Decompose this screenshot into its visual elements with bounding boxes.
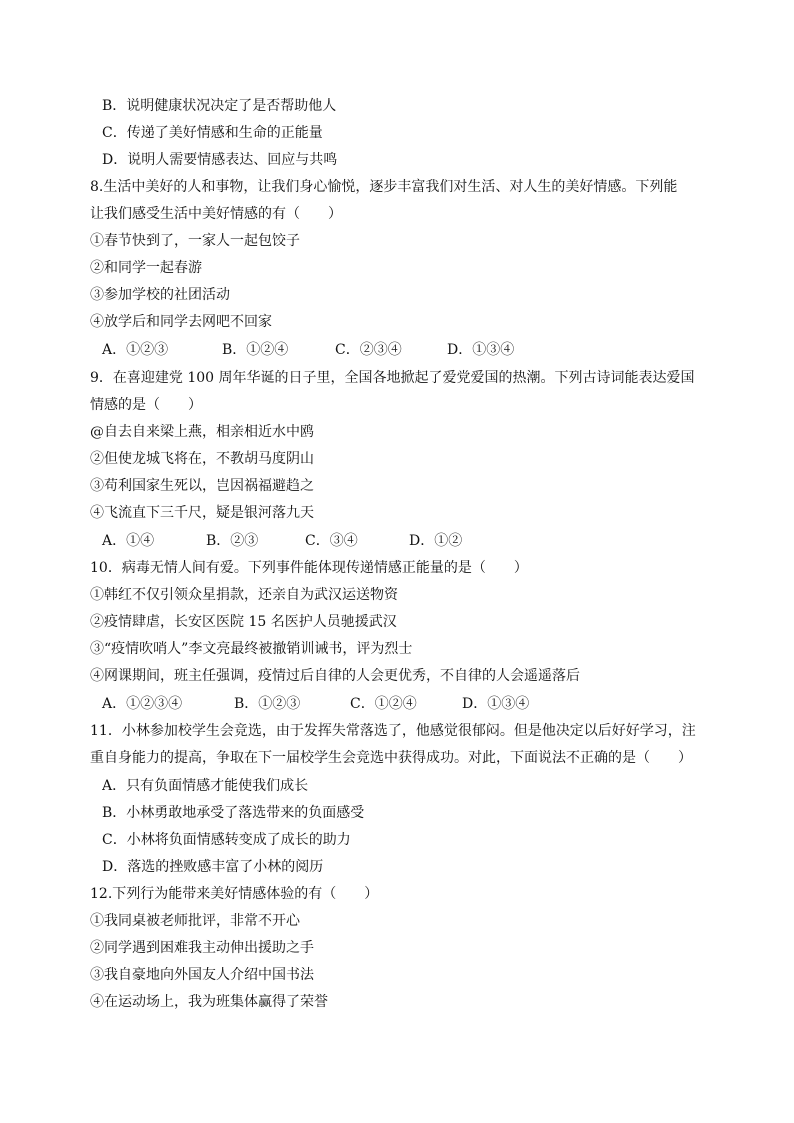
q9-choices xyxy=(102,531,702,551)
q12-item-2: ②同学遇到困难我主动伸出援助之手 xyxy=(90,940,314,956)
q11-option-d: D．落选的挫败感丰富了小林的阅历 xyxy=(102,859,324,875)
q9-stem-line-1: 9．在喜迎建党 100 周年华诞的日子里，全国各地掀起了爱党爱国的热潮。下列古诗词能表达爱国 xyxy=(90,370,695,386)
q10-choice-c: C．①②④ xyxy=(350,696,417,712)
q11-stem-line-2: 重自身能力的提高，争取在下一届校学生会竞选中获得成功。对此，下面说法不正确的是（ ） xyxy=(90,750,692,766)
q10-item-3: ③“疫情吹哨人”李文亮最终被撤销训诫书，评为烈士 xyxy=(90,641,413,657)
q12-stem: 12.下列行为能带来美好情感体验的有（ ） xyxy=(90,886,379,902)
q12-item-3: ③我自豪地向外国友人介绍中国书法 xyxy=(90,967,314,983)
q9-choice-d: D．①② xyxy=(409,533,463,549)
q8-stem-line-1: 8.生活中美好的人和事物，让我们身心愉悦，逐步丰富我们对生活、对人生的美好情感。下列能 xyxy=(90,179,678,195)
q8-choice-b: B．①②④ xyxy=(222,342,289,358)
q10-item-4: ④网课期间，班主任强调，疫情过后自律的人会更优秀，不自律的人会遥遥落后 xyxy=(90,668,580,684)
q10-stem: 10．病毒无情人间有爱。下列事件能体现传递情感正能量的是（ ） xyxy=(90,560,528,576)
q8-item-3: ③参加学校的社团活动 xyxy=(90,287,230,303)
q9-choice-b: B．②③ xyxy=(206,533,259,549)
q8-choice-a: A．①②③ xyxy=(102,342,169,358)
q9-item-1: @自去自来梁上燕，相亲相近水中鸥 xyxy=(90,424,314,440)
q12-item-4: ④在运动场上，我为班集体赢得了荣誉 xyxy=(90,994,328,1010)
q9-choice-a: A．①④ xyxy=(102,533,155,549)
q9-item-3: ③苟利国家生死以，岂因祸福避趋之 xyxy=(90,478,314,494)
q9-item-4: ④飞流直下三千尺，疑是银河落九天 xyxy=(90,505,314,521)
q10-choice-a: A．①②③④ xyxy=(102,696,183,712)
q11-stem-line-1: 11．小林参加校学生会竞选，由于发挥失常落选了，他感觉很郁闷。但是他决定以后好好学习，注 xyxy=(90,723,696,739)
q8-item-2: ②和同学一起春游 xyxy=(90,260,202,276)
q11-option-a: A．只有负面情感才能使我们成长 xyxy=(102,778,309,794)
q8-choices xyxy=(102,340,702,360)
q7-option-c: C．传递了美好情感和生命的正能量 xyxy=(102,125,323,141)
q8-choice-d: D．①③④ xyxy=(447,342,515,358)
q7-option-d: D．说明人需要情感表达、回应与共鸣 xyxy=(102,152,338,168)
q11-option-b: B．小林勇敢地承受了落选带来的负面感受 xyxy=(102,805,365,821)
q8-item-4: ④放学后和同学去网吧不回家 xyxy=(90,314,272,330)
q10-choices xyxy=(102,694,702,714)
q10-choice-b: B．①②③ xyxy=(234,696,301,712)
q9-item-2: ②但使龙城飞将在，不教胡马度阴山 xyxy=(90,451,314,467)
q8-stem-line-2: 让我们感受生活中美好情感的有（ ） xyxy=(90,206,342,222)
q10-item-1: ①韩红不仅引领众星捐款，还亲自为武汉运送物资 xyxy=(90,587,398,603)
q10-choice-d: D．①③④ xyxy=(462,696,530,712)
q10-item-2: ②疫情肆虐，长安区医院 15 名医护人员驰援武汉 xyxy=(90,614,397,630)
q9-stem-line-2: 情感的是（ ） xyxy=(90,397,202,413)
q7-option-b: B．说明健康状况决定了是否帮助他人 xyxy=(102,98,337,114)
q8-item-1: ①春节快到了，一家人一起包饺子 xyxy=(90,233,300,249)
q11-option-c: C．小林将负面情感转变成了成长的助力 xyxy=(102,832,351,848)
q8-choice-c: C．②③④ xyxy=(335,342,402,358)
q12-item-1: ①我同桌被老师批评，非常不开心 xyxy=(90,913,300,929)
q9-choice-c: C．③④ xyxy=(305,533,358,549)
